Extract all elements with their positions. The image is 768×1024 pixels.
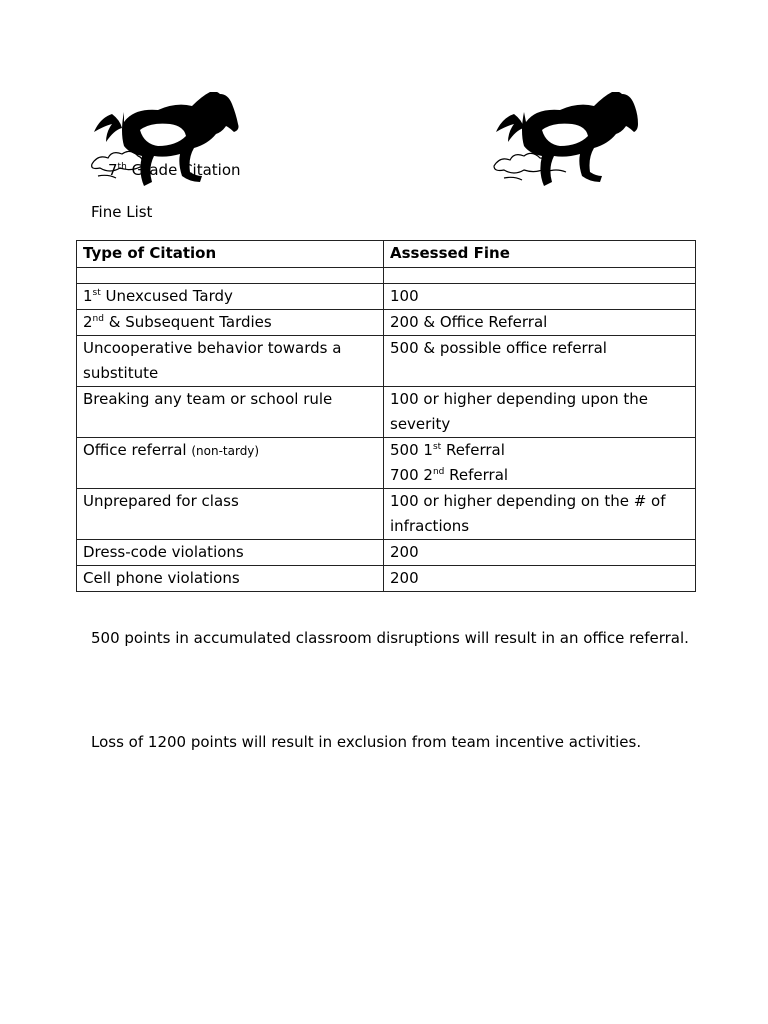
ordinal-number: 1 (83, 287, 93, 305)
table-row (77, 489, 696, 540)
galloping-horse-icon (490, 92, 640, 196)
fine-table (76, 240, 696, 592)
fine-cell: 200 (384, 566, 696, 592)
citation-cell: Unprepared for class (77, 489, 384, 540)
fine-number: 500 1 (390, 441, 433, 459)
grade-number: 7 (108, 161, 118, 179)
table-row (77, 438, 696, 489)
blank-row (77, 268, 696, 284)
table-row (77, 310, 696, 336)
citation-text: Office referral (83, 441, 187, 459)
fine-cell: 100 or higher depending upon the severity (384, 387, 696, 438)
citation-cell: Breaking any team or school rule (77, 387, 384, 438)
ordinal-suffix: nd (92, 314, 104, 324)
citation-cell: Dress-code violations (77, 540, 384, 566)
fine-cell: 100 (384, 284, 696, 310)
fine-text: Referral (445, 441, 505, 459)
fine-line (390, 438, 689, 463)
fine-cell: 200 & Office Referral (384, 310, 696, 336)
fine-cell (384, 438, 696, 489)
citation-note: (non-tardy) (191, 444, 260, 458)
table-row (77, 336, 696, 387)
galloping-horse-icon (88, 92, 248, 196)
citation-cell (77, 438, 384, 489)
citation-cell (77, 284, 384, 310)
note-paragraph: Loss of 1200 points will result in exclusion from team incentive activities. (91, 733, 642, 751)
citation-cell: Cell phone violations (77, 566, 384, 592)
blank-cell (384, 268, 696, 284)
ordinal-number: 2 (83, 313, 93, 331)
ordinal-suffix: st (432, 442, 442, 452)
citation-cell (77, 310, 384, 336)
note-paragraph: 500 points in accumulated classroom disruptions will result in an office referral. (91, 629, 689, 647)
table-row (77, 284, 696, 310)
table-row (77, 540, 696, 566)
grade-suffix: th (117, 162, 127, 172)
citation-cell: Uncooperative behavior towards a substitute (77, 336, 384, 387)
page-subtitle: Fine List (91, 203, 153, 221)
ordinal-suffix: st (92, 288, 101, 298)
fine-cell: 200 (384, 540, 696, 566)
blank-cell (77, 268, 384, 284)
column-header-fine: Assessed Fine (384, 241, 696, 268)
page-title (108, 160, 241, 180)
fine-cell: 500 & possible office referral (384, 336, 696, 387)
title-text: Grade Citation (131, 161, 241, 179)
fine-number: 700 2 (390, 466, 433, 484)
citation-text: & Subsequent Tardies (108, 313, 272, 331)
table-row (77, 387, 696, 438)
fine-cell: 100 or higher depending on the # of infractions (384, 489, 696, 540)
citation-text: Unexcused Tardy (105, 287, 233, 305)
column-header-citation: Type of Citation (77, 241, 384, 268)
fine-line (390, 463, 689, 488)
fine-text: Referral (449, 466, 509, 484)
table-row (77, 566, 696, 592)
table-header-row (77, 241, 696, 268)
ordinal-suffix: nd (432, 467, 445, 477)
